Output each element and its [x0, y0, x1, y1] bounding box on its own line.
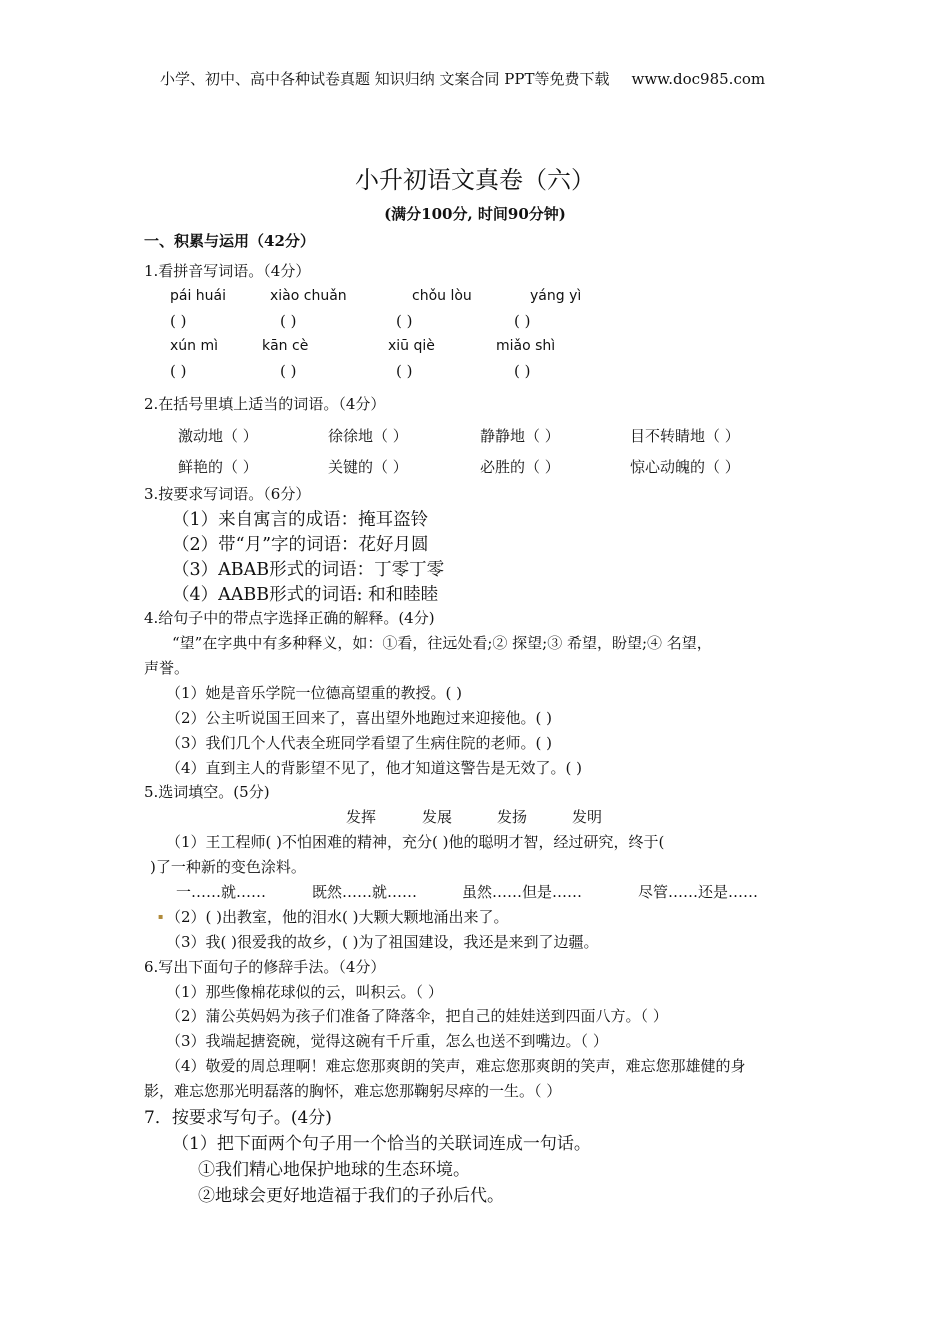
q5-item: （1）王工程师( )不怕困难的精神，充分( )他的聪明才智，经过研究，终于( — [166, 833, 665, 851]
header-site: www.doc985.com — [631, 70, 766, 88]
question-1-label: 1.看拼音写词语。（4分） — [144, 262, 311, 280]
question-3-label: 3.按要求写词语。（6分） — [144, 485, 311, 503]
pinyin-8: miǎo shì — [496, 338, 556, 354]
q7-sub: （1）把下面两个句子用一个恰当的关联词连成一句话。 — [172, 1134, 591, 1154]
word-choice: 发展 — [422, 808, 453, 826]
fill-item: 徐徐地（ ） — [328, 427, 408, 445]
pinyin-1: pái huái — [170, 288, 227, 304]
pinyin-3: chǒu lòu — [412, 288, 472, 304]
fill-item: 关键的（ ） — [328, 458, 408, 476]
fill-item: 鲜艳的（ ） — [178, 458, 258, 476]
q5-item: （3）我( )很爱我的故乡，( )为了祖国建设，我还是来到了边疆。 — [166, 933, 599, 951]
q4-intro: “望”在字典中有多种释义，如：①看，往远处看;② 探望;③ 希望，盼望;④ 名望， — [172, 634, 712, 652]
answer-blank: ( ) — [280, 312, 297, 330]
conjunction-choice: 一……就…… — [176, 883, 267, 901]
q5-item: （2）( )出教室，他的泪水( )大颗大颗地涌出来了。 — [166, 908, 509, 926]
stray-mark: ▪ — [158, 912, 164, 921]
answer-blank: ( ) — [170, 312, 187, 330]
q3-item: （4）AABB形式的词语: 和和睦睦 — [172, 585, 439, 605]
question-7-label: 7．按要求写句子。(4分) — [144, 1108, 332, 1128]
conjunction-choice: 既然……就…… — [312, 883, 418, 901]
fill-item: 激动地（ ） — [178, 427, 258, 445]
q7-sentence: ①我们精心地保护地球的生态环境。 — [198, 1160, 470, 1180]
answer-blank: ( ) — [170, 362, 187, 380]
fill-item: 静静地（ ） — [480, 427, 560, 445]
q6-item-cont: 影，难忘您那光明磊落的胸怀，难忘您那鞠躬尽瘁的一生。（ ） — [144, 1082, 562, 1100]
question-4-label: 4.给句子中的带点字选择正确的解释。(4分) — [144, 609, 435, 627]
answer-blank: ( ) — [396, 312, 413, 330]
pinyin-6: kān cè — [262, 338, 309, 354]
pinyin-7: xiū qiè — [388, 338, 435, 354]
q3-item: （2）带“月”字的词语：花好月圆 — [172, 535, 429, 555]
answer-blank: ( ) — [280, 362, 297, 380]
word-choice: 发挥 — [346, 808, 377, 826]
q4-item: （4）直到主人的背影望不见了，他才知道这警告是无效了。( ) — [166, 759, 583, 777]
answer-blank: ( ) — [514, 312, 531, 330]
q4-item: （2）公主听说国王回来了，喜出望外地跑过来迎接他。( ) — [166, 709, 553, 727]
q6-item: （4）敬爱的周总理啊！难忘您那爽朗的笑声，难忘您那爽朗的笑声，难忘您那雄健的身 — [166, 1057, 746, 1075]
pinyin-5: xún mì — [170, 338, 219, 354]
q6-item: （3）我端起搪瓷碗，觉得这碗有千斤重，怎么也送不到嘴边。（ ） — [166, 1032, 608, 1050]
word-choice: 发明 — [572, 808, 603, 826]
q3-item: （3）ABAB形式的词语：丁零丁零 — [172, 560, 445, 580]
question-5-label: 5.选词填空。(5分) — [144, 783, 270, 801]
page-title: 小升初语文真卷（六） — [355, 166, 595, 194]
q4-intro-cont: 声誉。 — [144, 659, 190, 677]
q3-item: （1）来自寓言的成语：掩耳盗铃 — [172, 510, 429, 530]
question-6-label: 6.写出下面句子的修辞手法。（4分） — [144, 958, 386, 976]
header-text: 小学、初中、高中各种试卷真题 知识归纳 文案合同 PPT等免费下载 — [160, 70, 610, 88]
conjunction-choice: 尽管……还是…… — [638, 883, 759, 901]
fill-item: 必胜的（ ） — [480, 458, 560, 476]
question-2-label: 2.在括号里填上适当的词语。（4分） — [144, 395, 386, 413]
q7-sentence: ②地球会更好地造福于我们的子孙后代。 — [198, 1186, 504, 1206]
fill-item: 目不转睛地（ ） — [630, 427, 740, 445]
conjunction-choice: 虽然……但是…… — [462, 883, 583, 901]
section-heading: 一、积累与运用（42分） — [144, 232, 315, 250]
answer-blank: ( ) — [396, 362, 413, 380]
answer-blank: ( ) — [514, 362, 531, 380]
pinyin-2: xiào chuǎn — [270, 288, 347, 304]
pinyin-4: yáng yì — [530, 288, 582, 304]
page-header — [160, 68, 765, 89]
q6-item: （1）那些像棉花球似的云，叫积云。（ ） — [166, 983, 443, 1001]
page-subtitle: (满分100分, 时间90分钟) — [384, 205, 566, 223]
fill-item: 惊心动魄的（ ） — [630, 458, 740, 476]
word-choice: 发扬 — [497, 808, 528, 826]
q5-item-cont: )了一种新的变色涂料。 — [150, 858, 306, 876]
q4-item: （1）她是音乐学院一位德高望重的教授。( ) — [166, 684, 463, 702]
q4-item: （3）我们几个人代表全班同学看望了生病住院的老师。( ) — [166, 734, 553, 752]
q6-item: （2）蒲公英妈妈为孩子们准备了降落伞，把自己的娃娃送到四面八方。（ ） — [166, 1007, 668, 1025]
